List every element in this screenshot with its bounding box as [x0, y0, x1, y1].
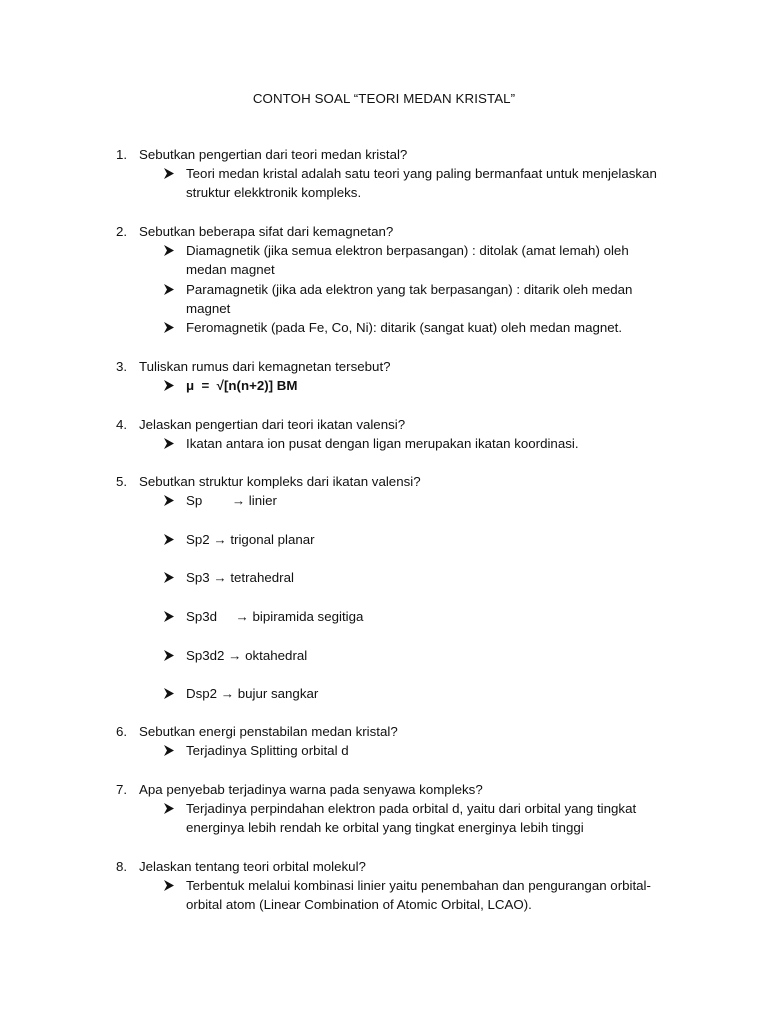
arrow-bullet-icon [163, 491, 177, 510]
question-2 [0, 222, 768, 241]
answer-text: Terjadinya Splitting orbital d [186, 743, 349, 758]
answer-text: Dsp2 → bujur sangkar [186, 686, 319, 702]
answer-item [0, 607, 768, 626]
answer-item [0, 799, 768, 838]
arrow-bullet-icon [163, 530, 177, 549]
answer-item [0, 646, 768, 665]
answer-text: Sp3d2 → oktahedral [186, 647, 308, 663]
answer-item [0, 876, 768, 915]
answer-item [0, 568, 768, 587]
arrow-bullet-icon [163, 164, 177, 183]
answer-item [0, 684, 768, 703]
answer-text: Sp3d → bipiramida segitiga [186, 609, 364, 625]
question-1 [0, 145, 768, 164]
answer-text: Paramagnetik (jika ada elektron yang tak berpasangan) : ditarik oleh medan magnet [186, 281, 633, 316]
answer-text: Sp2 → trigonal planar [186, 531, 315, 547]
question-block-3 [0, 357, 768, 395]
answer-item [0, 376, 768, 395]
arrow-bullet-icon [163, 684, 177, 703]
question-text: Sebutkan energi penstabilan medan kristal? [139, 724, 398, 739]
answer-text: Diamagnetik (jika semua elektron berpasangan) : ditolak (amat lemah) oleh medan magnet [186, 243, 629, 278]
arrow-bullet-icon [163, 568, 177, 587]
answer-text: Terbentuk melalui kombinasi linier yaitu penembahan dan pengurangan orbital-orbital atom (Linear Combination of Atomic Orbital, LCAO). [186, 878, 651, 913]
question-text: Tuliskan rumus dari kemagnetan tersebut? [139, 359, 391, 374]
question-block-8 [0, 857, 768, 915]
arrow-bullet-icon [163, 280, 177, 299]
question-number: 5. [116, 474, 128, 489]
answer-item [0, 280, 768, 319]
arrow-bullet-icon [163, 318, 177, 337]
question-6 [0, 722, 768, 741]
question-number: 3. [116, 359, 128, 374]
arrow-bullet-icon [163, 876, 177, 895]
question-7 [0, 780, 768, 799]
question-8 [0, 857, 768, 876]
question-block-7 [0, 780, 768, 838]
arrow-bullet-icon [163, 646, 177, 665]
question-text: Jelaskan pengertian dari teori ikatan valensi? [139, 417, 406, 432]
question-number: 8. [116, 859, 128, 874]
question-3 [0, 357, 768, 376]
question-block-4 [0, 415, 768, 453]
question-number: 6. [116, 724, 128, 739]
arrow-bullet-icon [163, 799, 177, 818]
answer-text: Sp → linier [186, 493, 277, 508]
question-text: Jelaskan tentang teori orbital molekul? [139, 859, 366, 874]
question-text: Sebutkan beberapa sifat dari kemagnetan? [139, 224, 394, 239]
answer-text: Ikatan antara ion pusat dengan ligan merupakan ikatan koordinasi. [186, 436, 579, 451]
answer-text: Terjadinya perpindahan elektron pada orbital d, yaitu dari orbital yang tingkat energinya lebih rendah ke orbital yang tingkat energinya lebih tinggi [186, 801, 637, 836]
answer-item [0, 164, 768, 203]
formula-text: μ = √[n(n+2)] BM [186, 378, 298, 393]
answer-text: Teori medan kristal adalah satu teori yang paling bermanfaat untuk menjelaskan struktur elekktronik kompleks. [186, 166, 657, 201]
arrow-bullet-icon [163, 376, 177, 395]
answer-item [0, 530, 768, 549]
question-number: 7. [116, 782, 128, 797]
answer-item [0, 241, 768, 280]
arrow-bullet-icon [163, 607, 177, 626]
question-number: 2. [116, 224, 128, 239]
question-number: 4. [116, 417, 128, 432]
question-text: Sebutkan struktur kompleks dari ikatan valensi? [139, 474, 421, 489]
answer-item [0, 318, 768, 337]
answer-item [0, 434, 768, 453]
answer-text: Sp3 → tetrahedral [186, 570, 294, 586]
answer-text: Feromagnetik (pada Fe, Co, Ni): ditarik (sangat kuat) oleh medan magnet. [186, 320, 623, 336]
question-text: Apa penyebab terjadinya warna pada senyawa kompleks? [139, 782, 483, 797]
arrow-bullet-icon [163, 741, 177, 760]
question-4 [0, 415, 768, 434]
question-5 [0, 472, 768, 491]
answer-item [0, 741, 768, 760]
answer-item [0, 491, 768, 510]
question-block-2 [0, 222, 768, 337]
question-text: Sebutkan pengertian dari teori medan kristal? [139, 147, 408, 162]
question-number: 1. [116, 147, 128, 162]
question-block-6 [0, 722, 768, 760]
arrow-bullet-icon [163, 241, 177, 260]
question-block-5 [0, 472, 768, 704]
document-title: CONTOH SOAL “TEORI MEDAN KRISTAL” [252, 91, 516, 106]
arrow-bullet-icon [163, 434, 177, 453]
question-block-1 [0, 145, 768, 203]
